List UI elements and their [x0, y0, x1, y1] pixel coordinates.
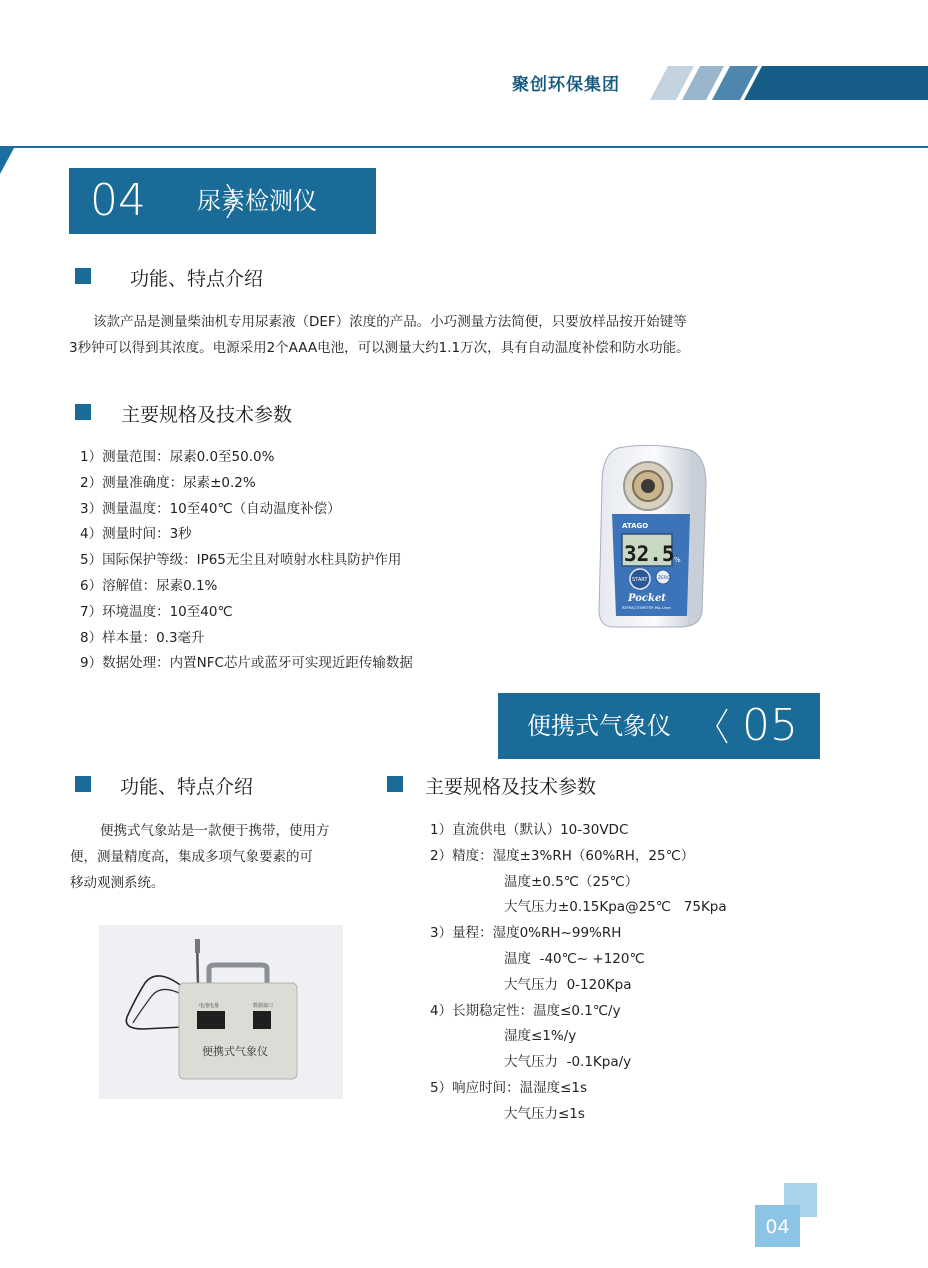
spec-item: 2）测量准确度：尿素±0.2%	[80, 474, 256, 491]
spec-item: 大气压力 0-120Kpa	[504, 976, 632, 993]
spec-item: 9）数据处理：内置NFC芯片或蓝牙可实现近距传输数据	[80, 655, 413, 672]
intro-line: 便，测量精度高，集成多项气象要素的可	[70, 849, 313, 865]
intro-line: 移动观测系统。	[70, 875, 165, 891]
spec-item: 温度±0.5℃（25℃）	[504, 873, 639, 890]
spec-item: 8）样本量：0.3毫升	[80, 629, 205, 646]
spec-item: 5）响应时间：温湿度≤1s	[430, 1079, 588, 1096]
spec-item: 4）测量时间：3秒	[80, 526, 192, 543]
page-number: 04	[755, 1205, 800, 1247]
section-04-spec-heading: 主要规格及技术参数	[121, 404, 293, 426]
intro-line: 便携式气象站是一款便于携带，使用方	[100, 823, 330, 839]
bullet-square	[75, 776, 91, 792]
section-05-title: 便携式气象仪	[527, 712, 671, 740]
spec-item: 大气压力≤1s	[504, 1105, 585, 1122]
section-05-spec-list	[430, 818, 727, 1128]
bullet-square	[75, 404, 91, 420]
spec-item: 3）测量温度：10至40℃（自动温度补偿）	[80, 500, 341, 517]
model-name: Pocket	[628, 593, 666, 604]
corner-accent	[0, 148, 14, 174]
section-04-title: 尿素检测仪	[197, 187, 317, 215]
section-04-banner	[69, 168, 376, 234]
model-subtitle: REFRACTOMETER PAL-Urea	[622, 606, 671, 610]
section-04-number: 04	[90, 175, 146, 226]
start-button-label: START	[632, 577, 648, 583]
bullet-square	[75, 268, 91, 284]
spec-item: 大气压力±0.15Kpa@25℃ 75Kpa	[504, 899, 727, 916]
panel-left-label: 电池电量	[199, 1003, 220, 1009]
spec-item: 大气压力 -0.1Kpa/y	[504, 1054, 632, 1071]
spec-item: 5）国际保护等级：IP65无尘且对喷射水柱具防护作用	[80, 552, 402, 569]
section-04-intro-text	[69, 309, 869, 361]
section-05-banner	[498, 693, 820, 759]
chevron-left-icon	[715, 707, 729, 745]
spec-item: 2）精度：湿度±3%RH（60%RH，25℃）	[430, 847, 695, 864]
lcd-reading: 32.5	[624, 542, 675, 566]
section-05-spec-heading: 主要规格及技术参数	[425, 776, 597, 798]
weather-station-drawing	[99, 925, 343, 1099]
spec-item: 7）环境温度：10至40℃	[80, 603, 233, 620]
spec-item: 4）长期稳定性：温度≤0.1℃/y	[430, 1002, 621, 1019]
panel-right-label: 数据接口	[253, 1003, 274, 1009]
section-04-intro-heading: 功能、特点介绍	[130, 268, 264, 290]
device-label: 便携式气象仪	[202, 1045, 268, 1058]
section-05-intro-text	[70, 818, 370, 896]
company-name: 聚创环保集团	[512, 75, 620, 95]
header-rule	[0, 146, 928, 148]
spec-item: 湿度≤1%/y	[504, 1028, 577, 1045]
spec-item: 3）量程：湿度0%RH~99%RH	[430, 925, 622, 942]
urea-refractometer-image	[590, 444, 708, 630]
zero-button-label: ZERO	[658, 576, 671, 581]
lcd-unit: %	[674, 556, 681, 564]
section-05-number: 05	[742, 700, 798, 751]
brand-label: ATAGO	[622, 522, 649, 530]
weather-station-image	[99, 925, 343, 1099]
spec-item: 1）直流供电（默认）10-30VDC	[430, 822, 629, 838]
section-05-intro-heading: 功能、特点介绍	[120, 776, 254, 798]
intro-line: 该款产品是测量柴油机专用尿素液（DEF）浓度的产品。小巧测量方法简便，只要放样品按开始键等	[93, 314, 687, 330]
section-04-spec-list	[80, 445, 413, 677]
spec-item: 6）溶解值：尿素0.1%	[80, 577, 218, 594]
bullet-square	[387, 776, 403, 792]
spec-item: 温度 -40℃~ +120℃	[504, 950, 645, 967]
header-decoration	[650, 66, 928, 100]
intro-line: 3秒钟可以得到其浓度。电源采用2个AAA电池，可以测量大约1.1万次，具有自动温度补偿和防水功能。	[69, 340, 690, 356]
spec-item: 1）测量范围：尿素0.0至50.0%	[80, 449, 275, 465]
